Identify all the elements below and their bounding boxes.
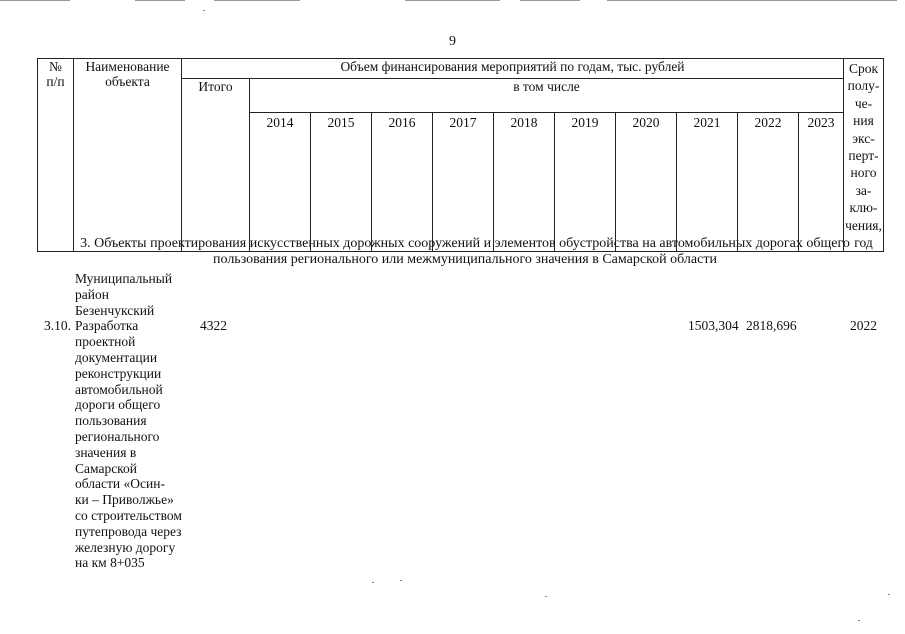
header-financing: Объем финансирования мероприятий по годам, тыс. рублей — [182, 59, 844, 79]
header-term: Срок полу- че- ния экс- перт- ного за- клю- чения, год — [844, 59, 884, 252]
scan-line — [214, 0, 300, 1]
scan-speck — [858, 620, 860, 621]
scan-line — [135, 0, 185, 1]
header-year: 2014 — [250, 113, 311, 252]
row-number: 3.10. — [44, 318, 71, 333]
header-year: 2016 — [372, 113, 433, 252]
scan-line — [0, 0, 70, 1]
header-number: № п/п — [38, 59, 74, 252]
scan-speck — [203, 10, 205, 11]
header-year: 2019 — [555, 113, 616, 252]
scan-speck — [888, 594, 890, 595]
header-total: Итого — [182, 79, 250, 252]
scan-line — [607, 0, 897, 1]
page-number: 9 — [449, 34, 456, 49]
scan-speck — [400, 580, 402, 581]
scan-speck — [372, 582, 374, 583]
header-year: 2015 — [311, 113, 372, 252]
section-title: 3. Объекты проектирования искусственных дорожных сооружений и элементов обустройства на автомобильных дорогах общего пользования регионального или межмуниципального значения в Самарской области — [80, 236, 850, 267]
header-year: 2022 — [738, 113, 799, 252]
row-value-2022: 2818,696 — [746, 318, 797, 333]
row-value-2021: 1503,304 — [688, 318, 739, 333]
header-including: в том числе — [250, 79, 844, 113]
row-total: 4322 — [200, 318, 227, 333]
financing-table-header — [37, 58, 884, 252]
header-year: 2023 — [799, 113, 844, 252]
header-year: 2018 — [494, 113, 555, 252]
header-year: 2020 — [616, 113, 677, 252]
scan-speck — [545, 596, 547, 597]
header-object-name: Наименование объекта — [74, 59, 182, 252]
header-year: 2021 — [677, 113, 738, 252]
header-year: 2017 — [433, 113, 494, 252]
scan-line — [405, 0, 500, 1]
row-object-name: Муниципальный район Безенчукский Разработка проектной документации реконструкции автомобильной дороги общего пользования регионального значения в Самарской области «Осин- ки – Приволжье» со строительством путепровода через железную дорогу на км 8+035 — [75, 271, 182, 571]
row-term-year: 2022 — [850, 318, 877, 333]
scan-line — [520, 0, 580, 1]
